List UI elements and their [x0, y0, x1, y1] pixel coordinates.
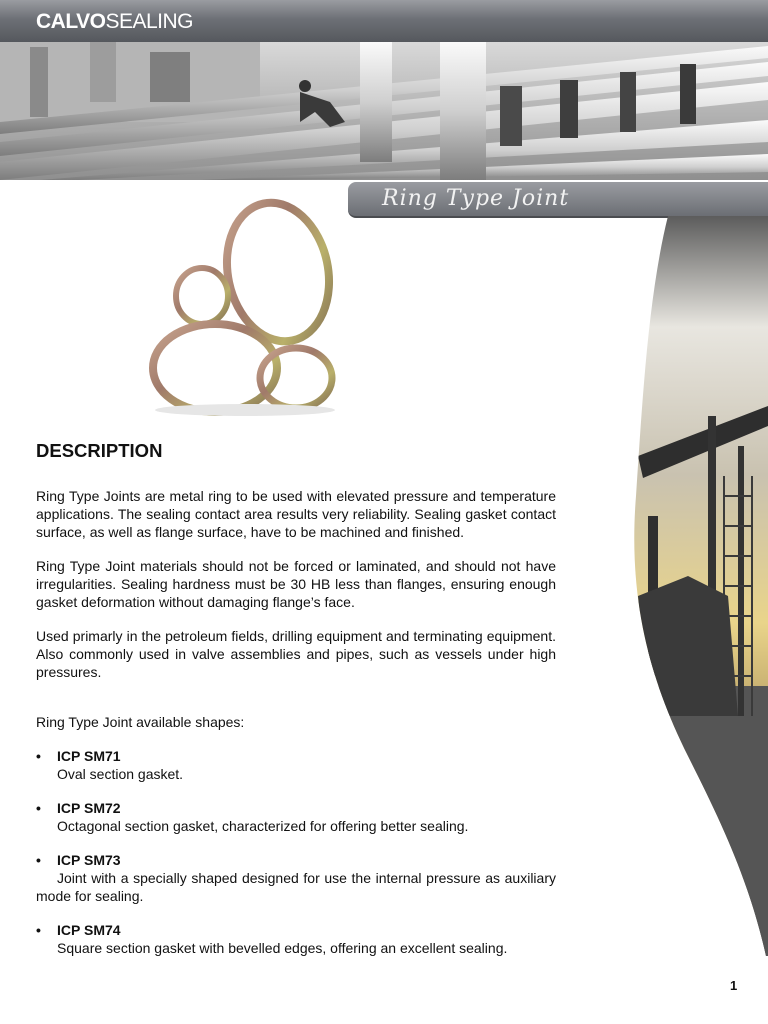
header-bar: [0, 0, 768, 44]
list-item: [36, 921, 556, 957]
shape-code: • ICP SM73: [36, 851, 556, 869]
section-title-tab: [348, 182, 768, 218]
ring-gaskets-image: [140, 198, 350, 420]
shape-description: Joint with a specially shaped designed for use the internal pressure as auxiliary mode for sealing.: [36, 870, 556, 904]
list-item: [36, 747, 556, 783]
section-title: Ring Type Joint: [382, 186, 570, 211]
list-item: [36, 851, 556, 905]
page-number: 1: [730, 978, 738, 993]
shape-code: • ICP SM72: [36, 799, 556, 817]
shapes-intro: Ring Type Joint available shapes:: [36, 714, 245, 730]
shape-code: • ICP SM71: [36, 747, 556, 765]
shape-code: • ICP SM74: [36, 921, 556, 939]
description-paragraph-3: Used primarly in the petroleum fields, drilling equipment and terminating equipment. Also commonly used in valve assemblies and pipes, such as vessels under high pressures.: [36, 628, 556, 680]
description-section: [36, 442, 556, 973]
description-paragraph-2: Ring Type Joint materials should not be forced or laminated, and should not have irregularities. Sealing hardness must be 30 HB less than flanges, ensuring enough gasket deformation without damaging flange’s face.: [36, 558, 556, 610]
oil-pump-side-image: [628, 216, 768, 956]
shapes-list: [36, 747, 556, 957]
shape-description: Octagonal section gasket, characterized for offering better sealing.: [57, 818, 469, 834]
shape-description: Oval section gasket.: [57, 766, 184, 782]
list-item: [36, 799, 556, 835]
shape-description: Square section gasket with bevelled edges, offering an excellent sealing.: [57, 940, 508, 956]
pipes-banner-image: [0, 42, 768, 180]
description-paragraph-1: Ring Type Joints are metal ring to be used with elevated pressure and temperature applications. The sealing contact area results very reliability. Sealing gasket contact surface, as well as flange surface, have to be machined and finished.: [36, 488, 556, 540]
description-heading: DESCRIPTION: [36, 440, 163, 461]
brand-logo: CALVOSEALING: [36, 10, 193, 33]
